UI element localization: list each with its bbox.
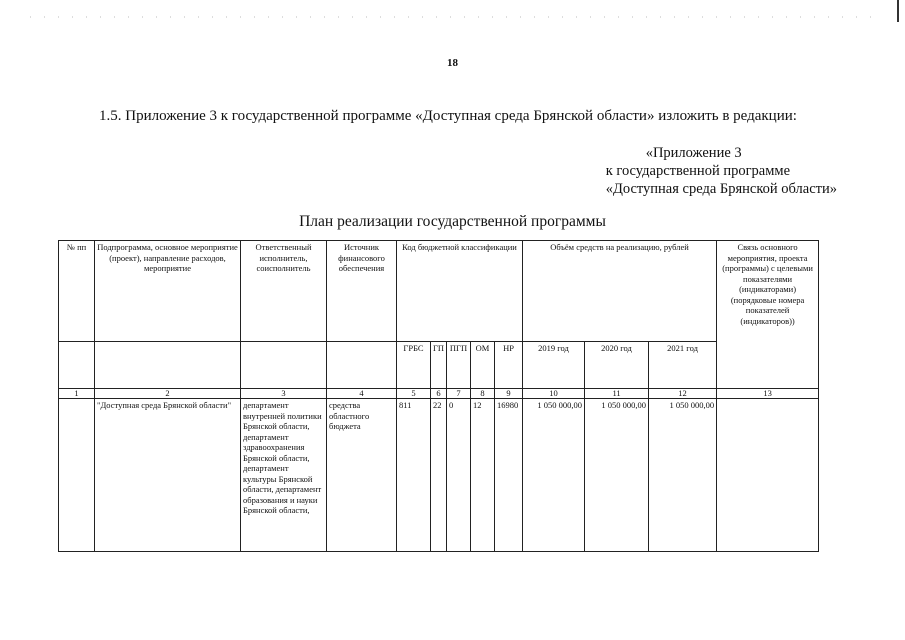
subheader-2020: 2020 год	[585, 342, 649, 389]
subheader-empty	[327, 342, 397, 389]
column-number: 1	[59, 389, 95, 399]
header-num: № пп	[59, 241, 95, 342]
cell-np: 16980	[495, 399, 523, 552]
column-number: 11	[585, 389, 649, 399]
column-number: 2	[95, 389, 241, 399]
intro-paragraph: 1.5. Приложение 3 к государственной программе «Доступная среда Брянской области» изложить в редакции:	[99, 108, 797, 124]
plan-title: План реализации государственной программы	[299, 213, 606, 230]
column-number: 9	[495, 389, 523, 399]
header-budget-code: Код бюджетной классификации	[397, 241, 523, 342]
cell-gp: 22	[431, 399, 447, 552]
header-row	[59, 241, 819, 342]
subheader-2021: 2021 год	[649, 342, 717, 389]
appendix-line-3: «Доступная среда Брянской области»	[605, 181, 837, 197]
cell-link	[717, 399, 819, 552]
subheader-empty	[95, 342, 241, 389]
subheader-grbs: ГРБС	[397, 342, 431, 389]
column-number: 12	[649, 389, 717, 399]
cell-num	[59, 399, 95, 552]
column-number: 6	[431, 389, 447, 399]
header-source: Источник финансового обеспечения	[327, 241, 397, 342]
column-number: 3	[241, 389, 327, 399]
page-number: 18	[447, 57, 458, 69]
column-number: 5	[397, 389, 431, 399]
scan-edge-mark	[897, 0, 899, 22]
subheader-row	[59, 342, 819, 389]
header-amount: Объём средств на реализацию, рублей	[523, 241, 717, 342]
column-number: 8	[471, 389, 495, 399]
header-link: Связь основного мероприятия, проекта (программы) с целевыми показателями (индикаторами) (порядковые номера показателей (индикаторов))	[717, 241, 819, 389]
plan-table	[58, 240, 819, 552]
cell-2020: 1 050 000,00	[585, 399, 649, 552]
cell-source: средства областного бюджета	[327, 399, 397, 552]
subheader-om: ОМ	[471, 342, 495, 389]
appendix-line-1: «Приложение 3	[645, 145, 742, 161]
column-number-row	[59, 389, 819, 399]
column-number: 13	[717, 389, 819, 399]
header-subprogram: Подпрограмма, основное мероприятие (проект), направление расходов, мероприятие	[95, 241, 241, 342]
cell-subprogram: "Доступная среда Брянской области"	[95, 399, 241, 552]
column-number: 10	[523, 389, 585, 399]
column-number: 7	[447, 389, 471, 399]
table-row	[59, 399, 819, 552]
subheader-empty	[59, 342, 95, 389]
cell-grbs: 811	[397, 399, 431, 552]
appendix-heading	[606, 144, 837, 198]
subheader-empty	[241, 342, 327, 389]
cell-om: 12	[471, 399, 495, 552]
subheader-pgp: ПГП	[447, 342, 471, 389]
header-executor: Ответственный исполнитель, соисполнитель	[241, 241, 327, 342]
cell-executor: департамент внутренней политики Брянской области, департамент здравоохранения Брянской области, департамент культуры Брянской области, департамент образования и науки Брянской области,	[241, 399, 327, 552]
appendix-line-2: к государственной программе	[605, 163, 791, 179]
subheader-np: НР	[495, 342, 523, 389]
subheader-2019: 2019 год	[523, 342, 585, 389]
column-number: 4	[327, 389, 397, 399]
cell-2019: 1 050 000,00	[523, 399, 585, 552]
subheader-gp: ГП	[431, 342, 447, 389]
cell-2021: 1 050 000,00	[649, 399, 717, 552]
cell-pgp: 0	[447, 399, 471, 552]
scan-artifact	[30, 16, 880, 18]
